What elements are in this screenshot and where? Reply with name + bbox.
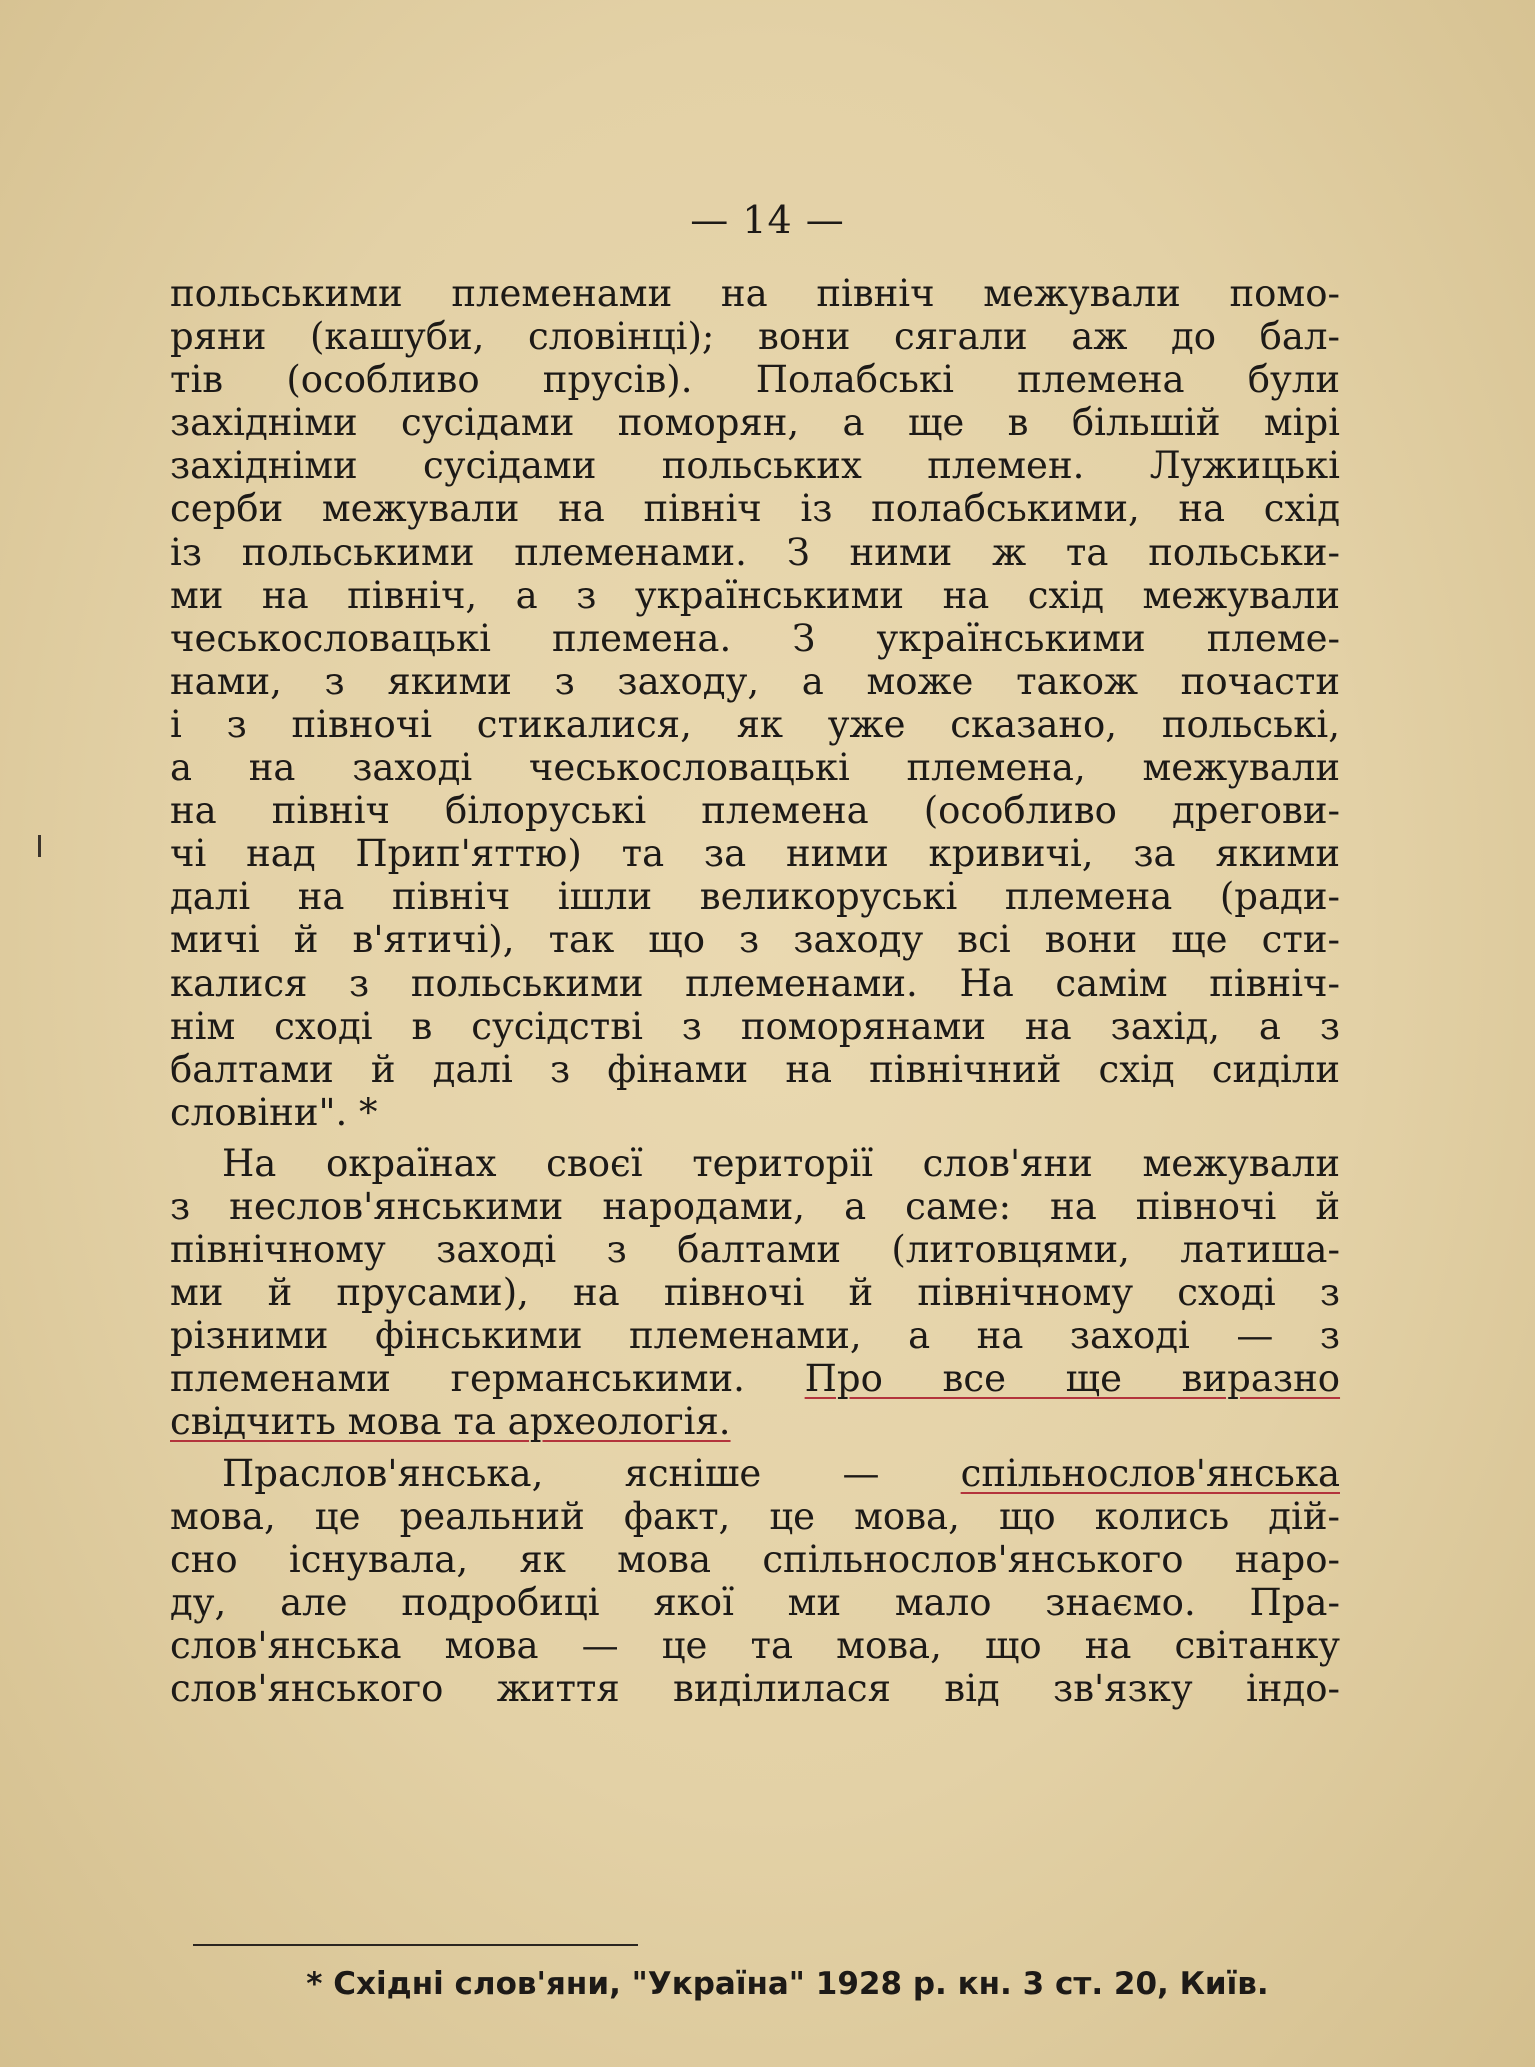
text-line: мичі й в'ятичі), так що з заходу всі вони ще сти- xyxy=(170,918,1340,962)
text-line: і з півночі стикалися, як уже сказано, польські, xyxy=(170,702,1340,746)
text-line: північному заході з балтами (литовцями, латиша- xyxy=(170,1228,1340,1272)
text-line xyxy=(170,1400,1340,1443)
text-line: з неслов'янськими народами, а саме: на півночі й xyxy=(170,1184,1340,1228)
text-line: ду, але подробиці якої ми мало знаємо. Пра- xyxy=(170,1580,1340,1624)
text-line: ми на північ, а з українськими на схід межували xyxy=(170,573,1340,617)
text-segment: Праслов'янська, ясніше — xyxy=(222,1451,880,1495)
text-line: на північ білоруські племена (особливо дрегови- xyxy=(170,789,1340,833)
text-line: На окраїнах своєї території слов'яни межували xyxy=(222,1141,1340,1185)
text-line: західніми сусідами польських племен. Лужицькі xyxy=(170,444,1340,488)
text-line: серби межували на північ із полабськими, на схід xyxy=(170,487,1340,531)
text-line: словіни". * xyxy=(170,1090,378,1134)
text-line: із польськими племенами. З ними ж та польськи- xyxy=(170,530,1340,574)
text-line: сно існувала, як мова спільнослов'янського наро- xyxy=(170,1537,1340,1581)
text-line: різними фінськими племенами, а на заході — з xyxy=(170,1314,1340,1358)
text-line: слов'янська мова — це та мова, що на світанку xyxy=(170,1623,1340,1667)
text-line: тів (особливо прусів). Полабські племена були xyxy=(170,358,1340,402)
body-text xyxy=(170,272,1340,1710)
text-line-mixed xyxy=(170,1357,1340,1400)
paragraph-gap xyxy=(170,1134,1340,1142)
text-line: ми й прусами), на півночі й північному сході з xyxy=(170,1271,1340,1315)
underlined-phrase: свідчить мова та археологія. xyxy=(170,1400,731,1444)
footnote: * Східні слов'яни, "Україна" 1928 р. кн. 3 ст. 20, Київ. xyxy=(306,1966,1269,2002)
text-line: мова, це реальний факт, це мова, що колись дій- xyxy=(170,1494,1340,1538)
text-segment: племенами германськими. xyxy=(170,1357,745,1401)
text-line: ряни (кашуби, словінці); вони сягали аж до бал- xyxy=(170,315,1340,359)
text-line: слов'янського життя виділилася від зв'язку індо- xyxy=(170,1667,1340,1710)
underlined-phrase: Про все ще виразно xyxy=(804,1357,1341,1401)
text-line-mixed xyxy=(170,1452,1340,1495)
footnote-rule xyxy=(193,1944,638,1946)
paragraph-gap xyxy=(170,1444,1340,1452)
text-line: нами, з якими з заходу, а може також почасти xyxy=(170,659,1340,703)
text-line: чеськословацькі племена. З українськими племе- xyxy=(170,616,1340,660)
text-line: балтами й далі з фінами на північний схід сиділи xyxy=(170,1047,1340,1091)
text-line: західніми сусідами поморян, а ще в більшій мірі xyxy=(170,401,1340,445)
underlined-word: спільнослов'янська xyxy=(960,1451,1340,1495)
text-line: чі над Прип'яттю) та за ними кривичі, за якими xyxy=(170,832,1340,876)
text-line: польськими племенами на північ межували помо- xyxy=(170,272,1340,315)
margin-pencil-mark xyxy=(38,835,41,857)
text-line: нім сході в сусідстві з поморянами на захід, а з xyxy=(170,1004,1340,1048)
text-line: калися з польськими племенами. На самім північ- xyxy=(170,961,1340,1005)
page-number: — 14 — xyxy=(690,198,845,242)
text-line: а на заході чеськословацькі племена, межували xyxy=(170,746,1340,790)
text-line: далі на північ ішли великоруські племена (ради- xyxy=(170,875,1340,919)
